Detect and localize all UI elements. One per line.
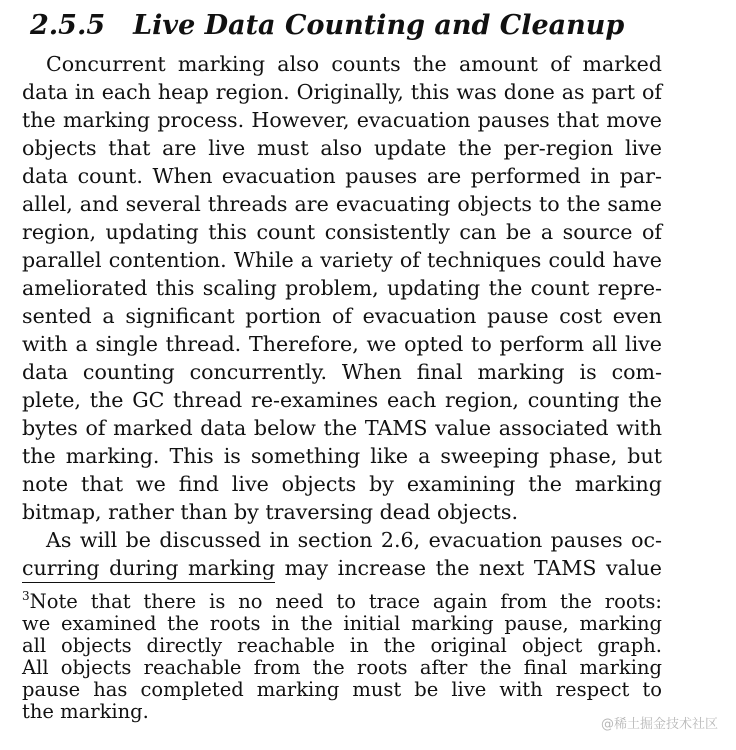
paragraph-line: data count. When evacuation pauses are performed in par- xyxy=(22,164,662,188)
paragraph-line: objects that are live must also update the per-region live xyxy=(22,136,662,160)
body-paragraph-1 xyxy=(22,50,662,526)
footnote-marker: 3 xyxy=(22,589,30,603)
paragraph-line: allel, and several threads are evacuating objects to the same xyxy=(22,192,662,216)
footnote-line: pause has completed marking must be live with respect to xyxy=(22,678,662,701)
paragraph-line: region, updating this count consistently can be a source of xyxy=(22,220,662,244)
watermark: @稀土掘金技术社区 xyxy=(600,717,718,732)
footnote xyxy=(22,591,662,723)
paragraph-line: bitmap, rather than by traversing dead objects. xyxy=(22,500,519,524)
body-paragraph-2 xyxy=(22,526,662,582)
paragraph-line: Concurrent marking also counts the amount of marked xyxy=(46,52,662,76)
paragraph-line: parallel contention. While a variety of techniques could have xyxy=(22,248,662,272)
paragraph-line: note that we find live objects by examining the marking xyxy=(22,472,662,496)
paragraph-line: the marking. This is something like a sweeping phase, but xyxy=(22,444,662,468)
paragraph-line: ameliorated this scaling problem, updating the count repre- xyxy=(22,276,662,300)
paragraph-line: the marking process. However, evacuation pauses that move xyxy=(22,108,662,132)
footnote-line: the marking. xyxy=(22,700,149,723)
paragraph-line: with a single thread. Therefore, we opted to perform all live xyxy=(22,332,662,356)
paragraph-line: sented a significant portion of evacuation pause cost even xyxy=(22,304,662,328)
paragraph-line: plete, the GC thread re-examines each region, counting the xyxy=(22,388,662,412)
paragraph-line: As will be discussed in section 2.6, evacuation pauses oc- xyxy=(46,528,662,552)
paragraph-line: data counting concurrently. When final marking is com- xyxy=(22,360,662,384)
paragraph-line: data in each heap region. Originally, this was done as part of xyxy=(22,80,662,104)
paragraph-line: curring during marking may increase the next TAMS value xyxy=(22,556,662,580)
footnote-line: we examined the roots in the initial marking pause, marking xyxy=(22,612,662,635)
footnote-line: All objects reachable from the roots after the final marking xyxy=(22,656,662,679)
footnote-line xyxy=(22,591,662,613)
paragraph-line: bytes of marked data below the TAMS value associated with xyxy=(22,416,662,440)
section-heading xyxy=(22,6,662,46)
footnote-line: all objects directly reachable in the original object graph. xyxy=(22,634,662,657)
section-title: Live Data Counting and Cleanup xyxy=(133,10,625,41)
section-number: 2.5.5 xyxy=(30,10,106,41)
footnote-line-text: Note that there is no need to trace again from the roots: xyxy=(29,590,662,613)
footnote-rule xyxy=(22,582,275,583)
paper-page xyxy=(22,6,662,723)
